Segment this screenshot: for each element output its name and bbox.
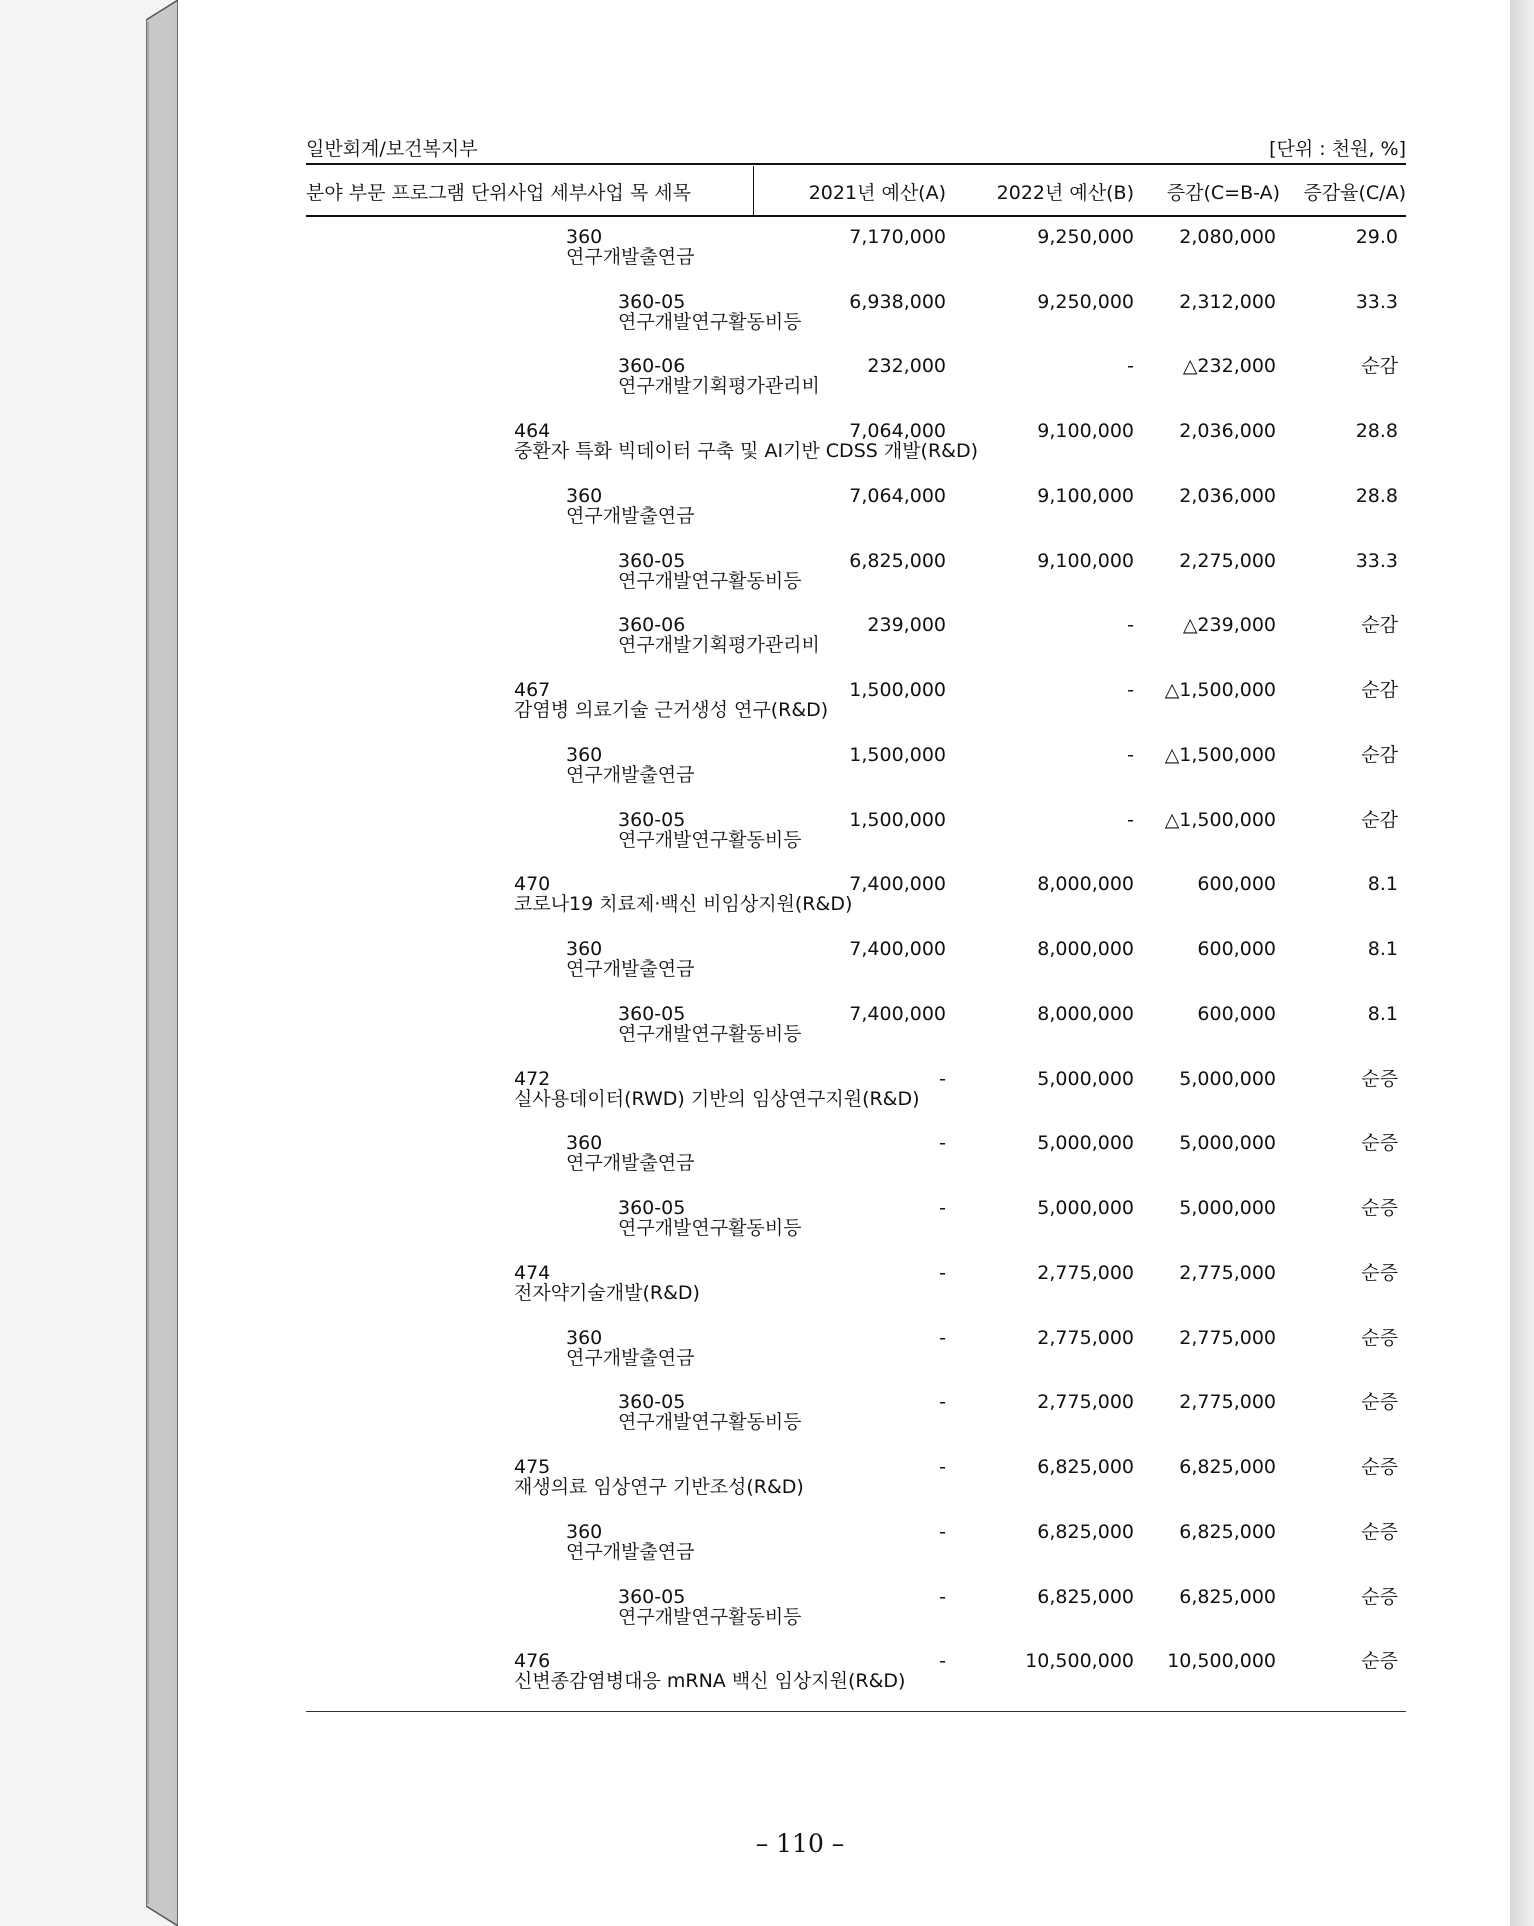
row-code: 360-05	[618, 291, 686, 313]
row-name: 연구개발출연금	[566, 1347, 695, 1369]
row-change: 6,825,000	[1179, 1521, 1276, 1543]
row-code: 360	[566, 1521, 603, 1543]
row-code: 360	[566, 485, 603, 507]
table-row	[306, 1522, 1406, 1578]
row-rate: 순증	[1361, 1068, 1398, 1090]
row-budget-2021: 7,400,000	[849, 938, 946, 960]
row-budget-2022: 9,250,000	[1037, 291, 1134, 313]
row-budget-2021: 1,500,000	[849, 679, 946, 701]
table-row	[306, 1328, 1406, 1384]
row-rate: 8.1	[1367, 873, 1398, 895]
row-change: 600,000	[1197, 873, 1276, 895]
row-budget-2021: -	[939, 1327, 946, 1349]
row-change: △1,500,000	[1164, 679, 1276, 701]
row-change: 2,312,000	[1179, 291, 1276, 313]
table-row	[306, 1587, 1406, 1643]
row-name: 연구개발출연금	[566, 1152, 695, 1174]
row-budget-2021: 7,064,000	[849, 485, 946, 507]
row-change: △1,500,000	[1164, 744, 1276, 766]
row-budget-2021: 7,170,000	[849, 226, 946, 248]
row-budget-2022: 5,000,000	[1037, 1068, 1134, 1090]
row-name: 연구개발출연금	[566, 764, 695, 786]
row-rate: 순감	[1361, 614, 1398, 636]
row-budget-2022: 9,100,000	[1037, 420, 1134, 442]
row-code: 360-05	[618, 550, 686, 572]
row-code: 360	[566, 938, 603, 960]
table-row	[306, 1004, 1406, 1060]
row-budget-2022: 9,100,000	[1037, 485, 1134, 507]
row-code: 467	[514, 679, 551, 701]
table-row	[306, 551, 1406, 607]
row-code: 474	[514, 1262, 551, 1284]
row-name: 중환자 특화 빅데이터 구축 및 AI기반 CDSS 개발(R&D)	[514, 440, 979, 462]
row-budget-2022: 8,000,000	[1037, 1003, 1134, 1025]
row-rate: 28.8	[1355, 420, 1398, 442]
table-bottom-rule	[306, 1711, 1406, 1712]
row-code: 360-05	[618, 809, 686, 831]
row-rate: 순증	[1361, 1262, 1398, 1284]
row-name: 연구개발출연금	[566, 958, 695, 980]
row-change: 6,825,000	[1179, 1456, 1276, 1478]
row-budget-2021: -	[939, 1586, 946, 1608]
row-change: 10,500,000	[1167, 1650, 1276, 1672]
row-change: △239,000	[1182, 614, 1276, 636]
row-rate: 순증	[1361, 1456, 1398, 1478]
row-budget-2021: -	[939, 1068, 946, 1090]
row-code: 470	[514, 873, 551, 895]
row-name: 연구개발연구활동비등	[618, 570, 802, 592]
row-name: 연구개발연구활동비등	[618, 311, 802, 333]
row-change: 5,000,000	[1179, 1132, 1276, 1154]
row-budget-2022: 6,825,000	[1037, 1456, 1134, 1478]
row-budget-2022: 8,000,000	[1037, 938, 1134, 960]
row-budget-2022: 10,500,000	[1025, 1650, 1134, 1672]
row-rate: 순증	[1361, 1197, 1398, 1219]
row-budget-2022: 2,775,000	[1037, 1391, 1134, 1413]
row-budget-2021: -	[939, 1197, 946, 1219]
table-row	[306, 1198, 1406, 1254]
row-name: 연구개발연구활동비등	[618, 1606, 802, 1628]
table-body	[306, 0, 1406, 1926]
unit-label: [단위 : 천원, %]	[1269, 138, 1406, 160]
table-row	[306, 421, 1406, 477]
row-budget-2022: 6,825,000	[1037, 1521, 1134, 1543]
table-row	[306, 615, 1406, 671]
row-code: 360	[566, 1132, 603, 1154]
table-row	[306, 1133, 1406, 1189]
table-row	[306, 486, 1406, 542]
row-budget-2021: 7,064,000	[849, 420, 946, 442]
table-row	[306, 1069, 1406, 1125]
row-rate: 28.8	[1355, 485, 1398, 507]
row-budget-2022: 6,825,000	[1037, 1586, 1134, 1608]
column-header-category: 분야 부문 프로그램 단위사업 세부사업 목 세목	[306, 182, 691, 204]
row-budget-2022: 9,250,000	[1037, 226, 1134, 248]
row-name: 전자약기술개발(R&D)	[514, 1282, 700, 1304]
row-change: 2,275,000	[1179, 550, 1276, 572]
row-budget-2022: -	[1127, 614, 1134, 636]
row-name: 연구개발연구활동비등	[618, 829, 802, 851]
table-row	[306, 1457, 1406, 1513]
row-budget-2022: -	[1127, 679, 1134, 701]
row-name: 연구개발기획평가관리비	[618, 634, 820, 656]
row-code: 475	[514, 1456, 551, 1478]
row-budget-2022: 8,000,000	[1037, 873, 1134, 895]
row-name: 연구개발출연금	[566, 1541, 695, 1563]
row-budget-2021: -	[939, 1262, 946, 1284]
table-row	[306, 745, 1406, 801]
row-budget-2021: 7,400,000	[849, 873, 946, 895]
row-budget-2022: 2,775,000	[1037, 1262, 1134, 1284]
row-change: 6,825,000	[1179, 1586, 1276, 1608]
column-header-change: 증감(C=B-A)	[1166, 182, 1280, 204]
row-code: 360	[566, 1327, 603, 1349]
row-change: 600,000	[1197, 1003, 1276, 1025]
page-number: – 110 –	[755, 1829, 845, 1858]
row-rate: 순감	[1361, 355, 1398, 377]
row-name: 연구개발연구활동비등	[618, 1411, 802, 1433]
row-code: 360-05	[618, 1003, 686, 1025]
row-budget-2021: 232,000	[867, 355, 946, 377]
row-code: 360	[566, 744, 603, 766]
row-budget-2021: 7,400,000	[849, 1003, 946, 1025]
row-name: 연구개발연구활동비등	[618, 1023, 802, 1045]
row-budget-2021: -	[939, 1456, 946, 1478]
row-rate: 순증	[1361, 1327, 1398, 1349]
row-rate: 8.1	[1367, 1003, 1398, 1025]
row-change: 5,000,000	[1179, 1068, 1276, 1090]
row-code: 360-06	[618, 614, 686, 636]
row-code: 360	[566, 226, 603, 248]
row-change: 5,000,000	[1179, 1197, 1276, 1219]
table-row	[306, 939, 1406, 995]
row-change: 2,080,000	[1179, 226, 1276, 248]
row-code: 360-06	[618, 355, 686, 377]
row-rate: 순감	[1361, 809, 1398, 831]
row-name: 연구개발출연금	[566, 246, 695, 268]
row-rate: 순증	[1361, 1391, 1398, 1413]
row-budget-2022: -	[1127, 809, 1134, 831]
row-name: 코로나19 치료제·백신 비임상지원(R&D)	[514, 893, 853, 915]
column-header-2021: 2021년 예산(A)	[808, 182, 946, 204]
row-change: 2,775,000	[1179, 1262, 1276, 1284]
row-change: △232,000	[1182, 355, 1276, 377]
table-row	[306, 1392, 1406, 1448]
table-row	[306, 1263, 1406, 1319]
row-name: 연구개발기획평가관리비	[618, 375, 820, 397]
row-budget-2021: -	[939, 1650, 946, 1672]
row-budget-2021: -	[939, 1391, 946, 1413]
row-name: 연구개발연구활동비등	[618, 1217, 802, 1239]
table-row	[306, 292, 1406, 348]
row-rate: 순감	[1361, 744, 1398, 766]
row-code: 472	[514, 1068, 551, 1090]
row-code: 464	[514, 420, 551, 442]
row-code: 476	[514, 1650, 551, 1672]
row-budget-2021: 1,500,000	[849, 809, 946, 831]
row-code: 360-05	[618, 1391, 686, 1413]
table-row	[306, 227, 1406, 283]
row-rate: 8.1	[1367, 938, 1398, 960]
row-code: 360-05	[618, 1586, 686, 1608]
row-name: 재생의료 임상연구 기반조성(R&D)	[514, 1476, 804, 1498]
table-row	[306, 680, 1406, 736]
row-change: △1,500,000	[1164, 809, 1276, 831]
row-budget-2021: -	[939, 1521, 946, 1543]
table-row	[306, 356, 1406, 412]
row-rate: 29.0	[1355, 226, 1398, 248]
row-budget-2022: -	[1127, 744, 1134, 766]
row-rate: 순증	[1361, 1586, 1398, 1608]
row-rate: 33.3	[1355, 550, 1398, 572]
row-rate: 순증	[1361, 1650, 1398, 1672]
table-row	[306, 874, 1406, 930]
row-budget-2021: 6,938,000	[849, 291, 946, 313]
row-budget-2022: 2,775,000	[1037, 1327, 1134, 1349]
row-change: 2,775,000	[1179, 1391, 1276, 1413]
row-budget-2021: 6,825,000	[849, 550, 946, 572]
table-row	[306, 810, 1406, 866]
viewer-scroll-gutter[interactable]	[1510, 0, 1534, 1926]
account-title: 일반회계/보건복지부	[306, 138, 478, 160]
row-budget-2021: -	[939, 1132, 946, 1154]
row-budget-2021: 1,500,000	[849, 744, 946, 766]
row-change: 2,036,000	[1179, 485, 1276, 507]
row-budget-2022: 5,000,000	[1037, 1197, 1134, 1219]
table-row	[306, 1651, 1406, 1707]
row-budget-2021: 239,000	[867, 614, 946, 636]
row-rate: 33.3	[1355, 291, 1398, 313]
row-rate: 순증	[1361, 1132, 1398, 1154]
row-budget-2022: 5,000,000	[1037, 1132, 1134, 1154]
row-budget-2022: 9,100,000	[1037, 550, 1134, 572]
row-rate: 순감	[1361, 679, 1398, 701]
page-edge	[146, 0, 180, 1926]
column-header-2022: 2022년 예산(B)	[996, 182, 1134, 204]
row-change: 2,036,000	[1179, 420, 1276, 442]
row-rate: 순증	[1361, 1521, 1398, 1543]
row-name: 감염병 의료기술 근거생성 연구(R&D)	[514, 699, 829, 721]
row-budget-2022: -	[1127, 355, 1134, 377]
row-name: 실사용데이터(RWD) 기반의 임상연구지원(R&D)	[514, 1088, 920, 1110]
row-code: 360-05	[618, 1197, 686, 1219]
column-header-rate: 증감율(C/A)	[1303, 182, 1406, 204]
row-name: 연구개발출연금	[566, 505, 695, 527]
row-change: 2,775,000	[1179, 1327, 1276, 1349]
row-name: 신변종감염병대응 mRNA 백신 임상지원(R&D)	[514, 1670, 906, 1692]
row-change: 600,000	[1197, 938, 1276, 960]
